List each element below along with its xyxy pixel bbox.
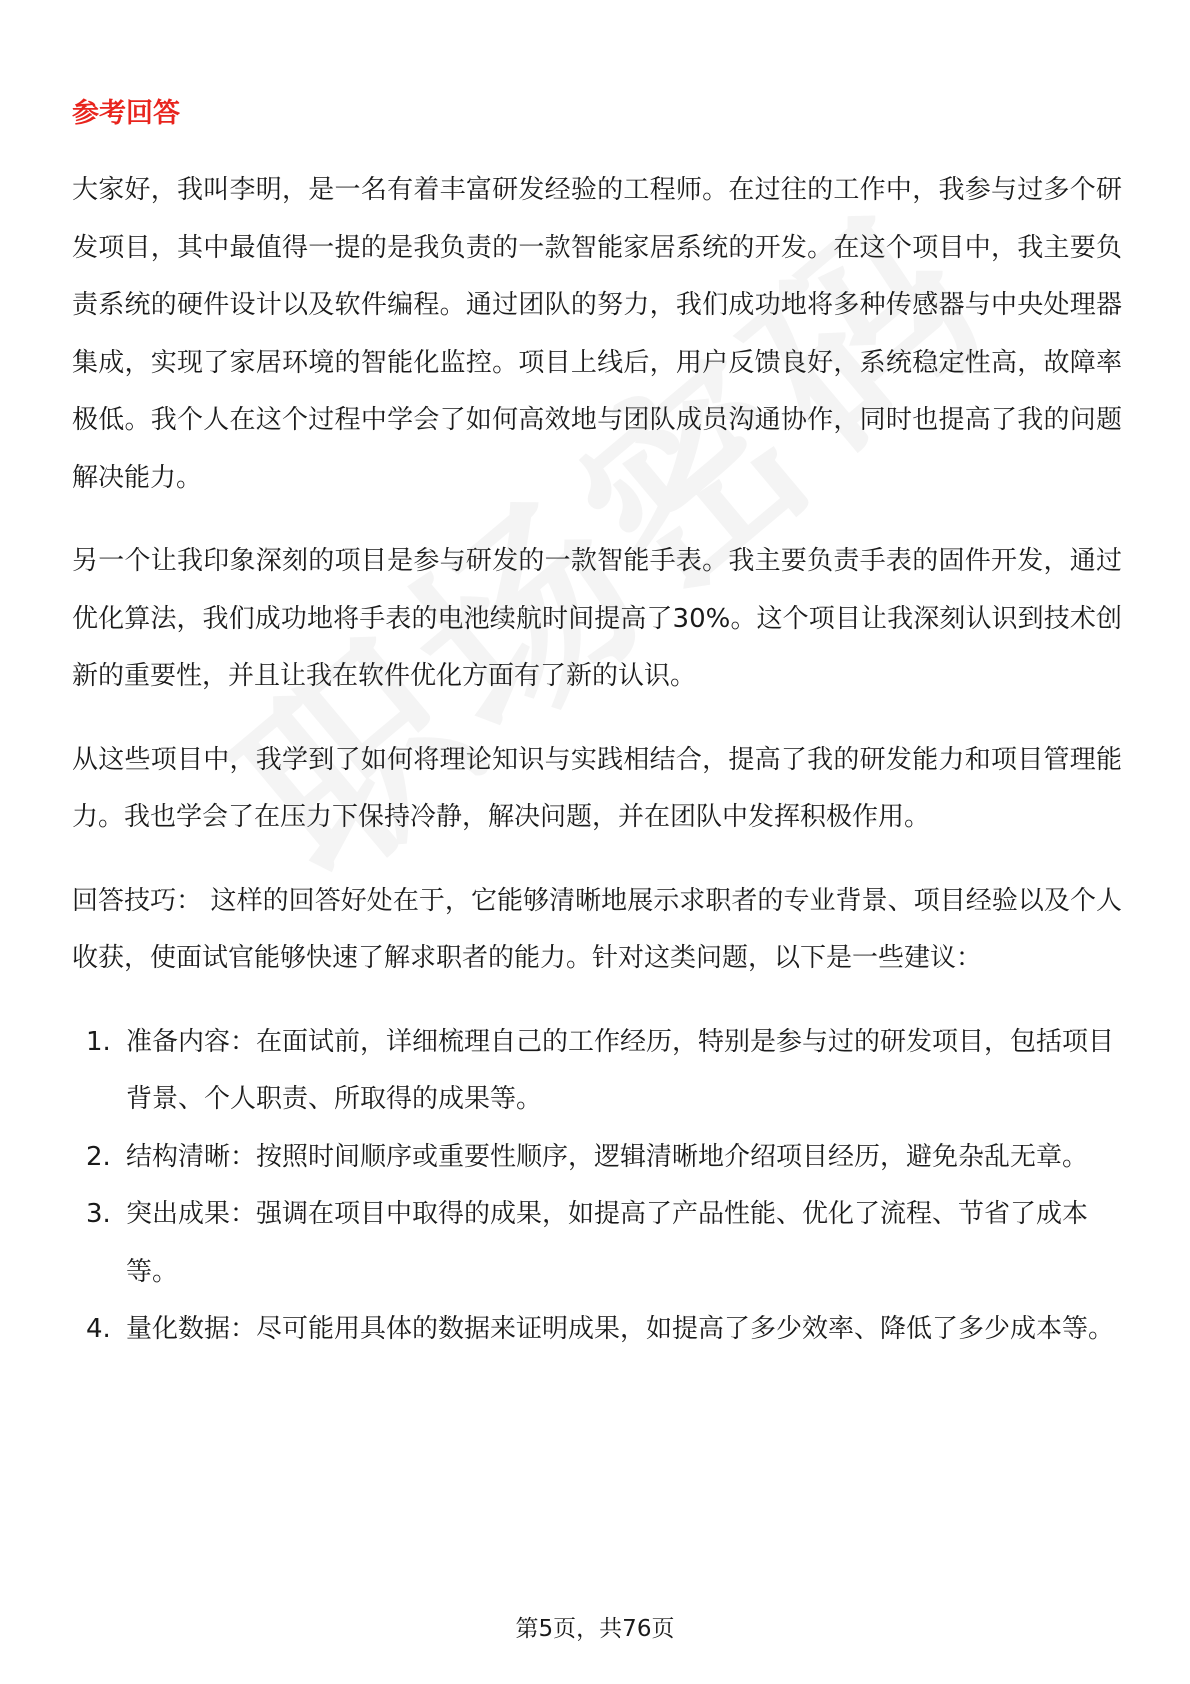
list-item: [72, 1186, 1122, 1301]
list-number: 1.: [86, 1026, 111, 1057]
list-text: 量化数据：尽可能用具体的数据来证明成果，如提高了多少效率、降低了多少成本等。: [126, 1314, 1115, 1344]
paragraph-tips-intro: 回答技巧： 这样的回答好处在于，它能够清晰地展示求职者的专业背景、项目经验以及个人收获，使面试官能够快速了解求职者的能力。针对这类问题，以下是一些建议：: [72, 885, 1122, 973]
tips-list: [72, 1014, 1122, 1359]
document-body: [72, 88, 1122, 1359]
list-text: 结构清晰：按照时间顺序或重要性顺序，逻辑清晰地介绍项目经历，避免杂乱无章。: [126, 1141, 1089, 1172]
list-text: 突出成果：强调在项目中取得的成果，如提高了产品性能、优化了流程、节省了成本等。: [126, 1199, 1089, 1287]
list-item: [72, 1129, 1122, 1187]
list-number: 2.: [86, 1141, 111, 1172]
list-number: 3.: [86, 1199, 111, 1229]
paragraph-lessons: 从这些项目中，我学到了如何将理论知识与实践相结合，提高了我的研发能力和项目管理能力。我也学会了在压力下保持冷静，解决问题，并在团队中发挥积极作用。: [72, 744, 1122, 832]
page-footer: 第5页，共76页: [515, 1616, 675, 1642]
list-number: 4.: [86, 1314, 111, 1344]
paragraph-intro: 大家好，我叫李明，是一名有着丰富研发经验的工程师。在过往的工作中，我参与过多个研发项目，其中最值得一提的是我负责的一款智能家居系统的开发。在这个项目中，我主要负责系统的硬件设计以及软件编程。通过团队的努力，我们成功地将多种传感器与中央处理器集成，实现了家居环境的智能化监控。项目上线后，用户反馈良好，系统稳定性高，故障率极低。我个人在这个过程中学会了如何高效地与团队成员沟通协作，同时也提高了我的问题解决能力。: [72, 175, 1122, 493]
list-text: 准备内容：在面试前，详细梳理自己的工作经历，特别是参与过的研发项目，包括项目背景、个人职责、所取得的成果等。: [126, 1026, 1115, 1114]
section-title: 参考回答: [72, 98, 180, 129]
list-item: [72, 1014, 1122, 1129]
paragraph-smartwatch: 另一个让我印象深刻的项目是参与研发的一款智能手表。我主要负责手表的固件开发，通过优化算法，我们成功地将手表的电池续航时间提高了30%。这个项目让我深刻认识到技术创新的重要性，并且让我在软件优化方面有了新的认识。: [72, 546, 1122, 691]
list-item: [72, 1301, 1122, 1359]
